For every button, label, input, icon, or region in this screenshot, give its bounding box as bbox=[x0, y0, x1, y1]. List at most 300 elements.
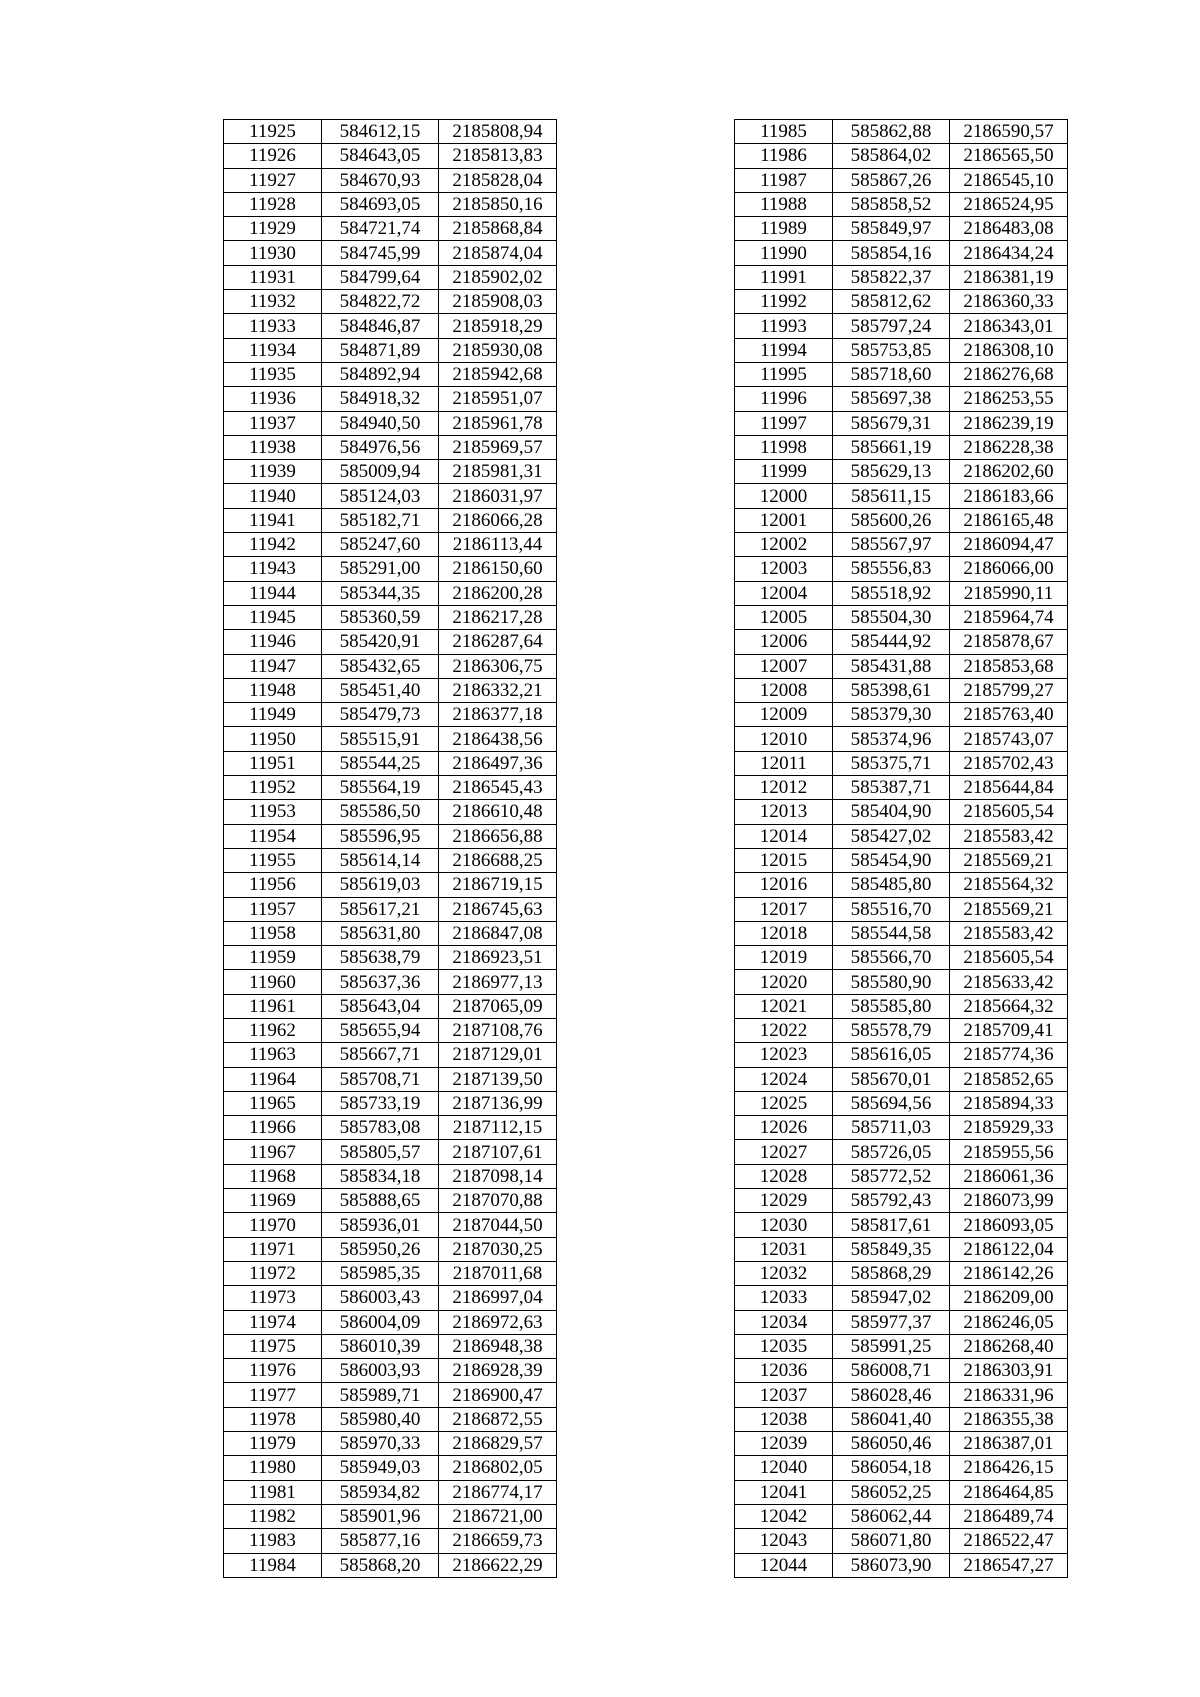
point-number-cell: 12021 bbox=[735, 994, 833, 1018]
point-number-cell: 11994 bbox=[735, 338, 833, 362]
coordinates-table-right bbox=[734, 119, 1068, 1578]
x-coordinate-cell: 585783,08 bbox=[322, 1116, 439, 1140]
y-coordinate-cell: 2186847,08 bbox=[439, 921, 557, 945]
x-coordinate-cell: 585611,15 bbox=[833, 484, 950, 508]
y-coordinate-cell: 2186590,57 bbox=[950, 120, 1068, 144]
x-coordinate-cell: 585991,25 bbox=[833, 1334, 950, 1358]
point-number-cell: 11933 bbox=[224, 314, 322, 338]
y-coordinate-cell: 2186287,64 bbox=[439, 630, 557, 654]
x-coordinate-cell: 585619,03 bbox=[322, 873, 439, 897]
table-row bbox=[224, 605, 557, 629]
point-number-cell: 11926 bbox=[224, 144, 322, 168]
point-number-cell: 11974 bbox=[224, 1310, 322, 1334]
point-number-cell: 11993 bbox=[735, 314, 833, 338]
y-coordinate-cell: 2186977,13 bbox=[439, 970, 557, 994]
x-coordinate-cell: 585398,61 bbox=[833, 678, 950, 702]
point-number-cell: 12005 bbox=[735, 605, 833, 629]
table-row bbox=[224, 1213, 557, 1237]
point-number-cell: 12024 bbox=[735, 1067, 833, 1091]
point-number-cell: 12037 bbox=[735, 1383, 833, 1407]
table-row bbox=[224, 1310, 557, 1334]
x-coordinate-cell: 585375,71 bbox=[833, 751, 950, 775]
point-number-cell: 12042 bbox=[735, 1504, 833, 1528]
x-coordinate-cell: 585556,83 bbox=[833, 557, 950, 581]
point-number-cell: 11929 bbox=[224, 217, 322, 241]
point-number-cell: 11991 bbox=[735, 265, 833, 289]
y-coordinate-cell: 2186377,18 bbox=[439, 703, 557, 727]
table-row bbox=[224, 1553, 557, 1577]
point-number-cell: 11958 bbox=[224, 921, 322, 945]
x-coordinate-cell: 585854,16 bbox=[833, 241, 950, 265]
point-number-cell: 11944 bbox=[224, 581, 322, 605]
table-row bbox=[735, 994, 1068, 1018]
x-coordinate-cell: 585637,36 bbox=[322, 970, 439, 994]
point-number-cell: 12007 bbox=[735, 654, 833, 678]
table-row bbox=[224, 848, 557, 872]
table-row bbox=[224, 946, 557, 970]
x-coordinate-cell: 584940,50 bbox=[322, 411, 439, 435]
x-coordinate-cell: 585849,35 bbox=[833, 1237, 950, 1261]
point-number-cell: 12003 bbox=[735, 557, 833, 581]
table-row bbox=[735, 1140, 1068, 1164]
point-number-cell: 11967 bbox=[224, 1140, 322, 1164]
point-number-cell: 11961 bbox=[224, 994, 322, 1018]
table-row bbox=[224, 727, 557, 751]
point-number-cell: 11980 bbox=[224, 1456, 322, 1480]
x-coordinate-cell: 585822,37 bbox=[833, 265, 950, 289]
y-coordinate-cell: 2186659,73 bbox=[439, 1529, 557, 1553]
point-number-cell: 11986 bbox=[735, 144, 833, 168]
y-coordinate-cell: 2187065,09 bbox=[439, 994, 557, 1018]
point-number-cell: 12033 bbox=[735, 1286, 833, 1310]
point-number-cell: 12041 bbox=[735, 1480, 833, 1504]
x-coordinate-cell: 585868,20 bbox=[322, 1553, 439, 1577]
y-coordinate-cell: 2185852,65 bbox=[950, 1067, 1068, 1091]
y-coordinate-cell: 2185990,11 bbox=[950, 581, 1068, 605]
point-number-cell: 11978 bbox=[224, 1407, 322, 1431]
table-row bbox=[224, 338, 557, 362]
x-coordinate-cell: 585753,85 bbox=[833, 338, 950, 362]
point-number-cell: 12032 bbox=[735, 1261, 833, 1285]
table-row bbox=[735, 120, 1068, 144]
point-number-cell: 11939 bbox=[224, 460, 322, 484]
x-coordinate-cell: 584745,99 bbox=[322, 241, 439, 265]
x-coordinate-cell: 585344,35 bbox=[322, 581, 439, 605]
y-coordinate-cell: 2186343,01 bbox=[950, 314, 1068, 338]
x-coordinate-cell: 585805,57 bbox=[322, 1140, 439, 1164]
y-coordinate-cell: 2186066,00 bbox=[950, 557, 1068, 581]
point-number-cell: 12029 bbox=[735, 1189, 833, 1213]
point-number-cell: 12030 bbox=[735, 1213, 833, 1237]
table-row bbox=[735, 484, 1068, 508]
point-number-cell: 11987 bbox=[735, 168, 833, 192]
table-row bbox=[735, 581, 1068, 605]
y-coordinate-cell: 2186829,57 bbox=[439, 1432, 557, 1456]
table-row bbox=[735, 654, 1068, 678]
x-coordinate-cell: 585772,52 bbox=[833, 1164, 950, 1188]
x-coordinate-cell: 585888,65 bbox=[322, 1189, 439, 1213]
table-row bbox=[735, 1213, 1068, 1237]
point-number-cell: 11948 bbox=[224, 678, 322, 702]
x-coordinate-cell: 585431,88 bbox=[833, 654, 950, 678]
y-coordinate-cell: 2185569,21 bbox=[950, 897, 1068, 921]
y-coordinate-cell: 2186774,17 bbox=[439, 1480, 557, 1504]
point-number-cell: 11997 bbox=[735, 411, 833, 435]
x-coordinate-cell: 586003,93 bbox=[322, 1359, 439, 1383]
table-row bbox=[735, 411, 1068, 435]
x-coordinate-cell: 586004,09 bbox=[322, 1310, 439, 1334]
y-coordinate-cell: 2186202,60 bbox=[950, 460, 1068, 484]
table-row bbox=[224, 1286, 557, 1310]
table-row bbox=[735, 435, 1068, 459]
table-row bbox=[224, 1529, 557, 1553]
point-number-cell: 12039 bbox=[735, 1432, 833, 1456]
table-row bbox=[224, 192, 557, 216]
point-number-cell: 11992 bbox=[735, 290, 833, 314]
x-coordinate-cell: 585980,40 bbox=[322, 1407, 439, 1431]
y-coordinate-cell: 2187136,99 bbox=[439, 1091, 557, 1115]
y-coordinate-cell: 2186306,75 bbox=[439, 654, 557, 678]
point-number-cell: 12013 bbox=[735, 800, 833, 824]
x-coordinate-cell: 585670,01 bbox=[833, 1067, 950, 1091]
x-coordinate-cell: 585566,70 bbox=[833, 946, 950, 970]
x-coordinate-cell: 585616,05 bbox=[833, 1043, 950, 1067]
y-coordinate-cell: 2185981,31 bbox=[439, 460, 557, 484]
table-row bbox=[735, 848, 1068, 872]
table-row bbox=[735, 703, 1068, 727]
point-number-cell: 11930 bbox=[224, 241, 322, 265]
x-coordinate-cell: 584799,64 bbox=[322, 265, 439, 289]
point-number-cell: 11979 bbox=[224, 1432, 322, 1456]
y-coordinate-cell: 2185583,42 bbox=[950, 824, 1068, 848]
table-row bbox=[224, 1504, 557, 1528]
y-coordinate-cell: 2185808,94 bbox=[439, 120, 557, 144]
x-coordinate-cell: 585479,73 bbox=[322, 703, 439, 727]
point-number-cell: 12006 bbox=[735, 630, 833, 654]
y-coordinate-cell: 2186061,36 bbox=[950, 1164, 1068, 1188]
y-coordinate-cell: 2185664,32 bbox=[950, 994, 1068, 1018]
y-coordinate-cell: 2186360,33 bbox=[950, 290, 1068, 314]
y-coordinate-cell: 2186183,66 bbox=[950, 484, 1068, 508]
point-number-cell: 12038 bbox=[735, 1407, 833, 1431]
table-row bbox=[735, 217, 1068, 241]
y-coordinate-cell: 2185878,67 bbox=[950, 630, 1068, 654]
table-row bbox=[735, 1286, 1068, 1310]
point-number-cell: 11990 bbox=[735, 241, 833, 265]
x-coordinate-cell: 585849,97 bbox=[833, 217, 950, 241]
x-coordinate-cell: 585970,33 bbox=[322, 1432, 439, 1456]
table-row bbox=[224, 1067, 557, 1091]
y-coordinate-cell: 2187108,76 bbox=[439, 1018, 557, 1042]
y-coordinate-cell: 2185964,74 bbox=[950, 605, 1068, 629]
x-coordinate-cell: 585567,97 bbox=[833, 533, 950, 557]
point-number-cell: 12000 bbox=[735, 484, 833, 508]
x-coordinate-cell: 585247,60 bbox=[322, 533, 439, 557]
table-row bbox=[224, 557, 557, 581]
y-coordinate-cell: 2186303,91 bbox=[950, 1359, 1068, 1383]
y-coordinate-cell: 2186923,51 bbox=[439, 946, 557, 970]
table-row bbox=[224, 484, 557, 508]
table-row bbox=[224, 435, 557, 459]
table-row bbox=[224, 776, 557, 800]
table-row bbox=[735, 387, 1068, 411]
point-number-cell: 11935 bbox=[224, 362, 322, 386]
point-number-cell: 11927 bbox=[224, 168, 322, 192]
x-coordinate-cell: 585518,92 bbox=[833, 581, 950, 605]
y-coordinate-cell: 2186545,43 bbox=[439, 776, 557, 800]
point-number-cell: 11949 bbox=[224, 703, 322, 727]
table-row bbox=[224, 800, 557, 824]
x-coordinate-cell: 586073,90 bbox=[833, 1553, 950, 1577]
x-coordinate-cell: 584918,32 bbox=[322, 387, 439, 411]
table-row bbox=[735, 338, 1068, 362]
y-coordinate-cell: 2185969,57 bbox=[439, 435, 557, 459]
x-coordinate-cell: 585544,58 bbox=[833, 921, 950, 945]
table-row bbox=[735, 1432, 1068, 1456]
y-coordinate-cell: 2187112,15 bbox=[439, 1116, 557, 1140]
coordinates-table-left bbox=[223, 119, 557, 1578]
table-row bbox=[735, 897, 1068, 921]
table-row bbox=[735, 144, 1068, 168]
x-coordinate-cell: 585451,40 bbox=[322, 678, 439, 702]
point-number-cell: 11964 bbox=[224, 1067, 322, 1091]
point-number-cell: 11988 bbox=[735, 192, 833, 216]
x-coordinate-cell: 586041,40 bbox=[833, 1407, 950, 1431]
y-coordinate-cell: 2185853,68 bbox=[950, 654, 1068, 678]
table-row bbox=[224, 120, 557, 144]
y-coordinate-cell: 2186972,63 bbox=[439, 1310, 557, 1334]
table-row bbox=[224, 970, 557, 994]
y-coordinate-cell: 2186900,47 bbox=[439, 1383, 557, 1407]
y-coordinate-cell: 2187030,25 bbox=[439, 1237, 557, 1261]
table-row bbox=[735, 1553, 1068, 1577]
point-number-cell: 11956 bbox=[224, 873, 322, 897]
x-coordinate-cell: 586052,25 bbox=[833, 1480, 950, 1504]
table-row bbox=[735, 1456, 1068, 1480]
x-coordinate-cell: 585485,80 bbox=[833, 873, 950, 897]
point-number-cell: 11981 bbox=[224, 1480, 322, 1504]
y-coordinate-cell: 2186489,74 bbox=[950, 1504, 1068, 1528]
point-number-cell: 11970 bbox=[224, 1213, 322, 1237]
table-row bbox=[735, 265, 1068, 289]
x-coordinate-cell: 585643,04 bbox=[322, 994, 439, 1018]
y-coordinate-cell: 2185774,36 bbox=[950, 1043, 1068, 1067]
x-coordinate-cell: 585124,03 bbox=[322, 484, 439, 508]
table-row bbox=[224, 508, 557, 532]
point-number-cell: 12026 bbox=[735, 1116, 833, 1140]
point-number-cell: 11982 bbox=[224, 1504, 322, 1528]
x-coordinate-cell: 586062,44 bbox=[833, 1504, 950, 1528]
table-row bbox=[224, 1456, 557, 1480]
point-number-cell: 12027 bbox=[735, 1140, 833, 1164]
y-coordinate-cell: 2186434,24 bbox=[950, 241, 1068, 265]
x-coordinate-cell: 585711,03 bbox=[833, 1116, 950, 1140]
x-coordinate-cell: 585708,71 bbox=[322, 1067, 439, 1091]
table-row bbox=[735, 1334, 1068, 1358]
table-row bbox=[224, 897, 557, 921]
x-coordinate-cell: 586050,46 bbox=[833, 1432, 950, 1456]
y-coordinate-cell: 2186031,97 bbox=[439, 484, 557, 508]
x-coordinate-cell: 584612,15 bbox=[322, 120, 439, 144]
x-coordinate-cell: 585516,70 bbox=[833, 897, 950, 921]
table-row bbox=[224, 873, 557, 897]
point-number-cell: 11976 bbox=[224, 1359, 322, 1383]
x-coordinate-cell: 586003,43 bbox=[322, 1286, 439, 1310]
point-number-cell: 11940 bbox=[224, 484, 322, 508]
table-row bbox=[735, 1067, 1068, 1091]
table-row bbox=[224, 703, 557, 727]
x-coordinate-cell: 585617,21 bbox=[322, 897, 439, 921]
x-coordinate-cell: 585661,19 bbox=[833, 435, 950, 459]
table-row bbox=[224, 1091, 557, 1115]
x-coordinate-cell: 585291,00 bbox=[322, 557, 439, 581]
y-coordinate-cell: 2185564,32 bbox=[950, 873, 1068, 897]
point-number-cell: 11977 bbox=[224, 1383, 322, 1407]
point-number-cell: 11999 bbox=[735, 460, 833, 484]
table-row bbox=[735, 970, 1068, 994]
y-coordinate-cell: 2185908,03 bbox=[439, 290, 557, 314]
x-coordinate-cell: 585792,43 bbox=[833, 1189, 950, 1213]
table-row bbox=[735, 1043, 1068, 1067]
x-coordinate-cell: 585379,30 bbox=[833, 703, 950, 727]
x-coordinate-cell: 584892,94 bbox=[322, 362, 439, 386]
x-coordinate-cell: 585182,71 bbox=[322, 508, 439, 532]
table-row bbox=[735, 946, 1068, 970]
table-row bbox=[224, 921, 557, 945]
y-coordinate-cell: 2185813,83 bbox=[439, 144, 557, 168]
table-row bbox=[735, 557, 1068, 581]
point-number-cell: 11954 bbox=[224, 824, 322, 848]
x-coordinate-cell: 585864,02 bbox=[833, 144, 950, 168]
y-coordinate-cell: 2186522,47 bbox=[950, 1529, 1068, 1553]
y-coordinate-cell: 2186387,01 bbox=[950, 1432, 1068, 1456]
x-coordinate-cell: 584670,93 bbox=[322, 168, 439, 192]
point-number-cell: 12001 bbox=[735, 508, 833, 532]
y-coordinate-cell: 2186217,28 bbox=[439, 605, 557, 629]
table-row bbox=[735, 533, 1068, 557]
x-coordinate-cell: 585420,91 bbox=[322, 630, 439, 654]
point-number-cell: 11996 bbox=[735, 387, 833, 411]
table-row bbox=[224, 387, 557, 411]
coordinates-table-body bbox=[735, 120, 1068, 1578]
point-number-cell: 12040 bbox=[735, 1456, 833, 1480]
x-coordinate-cell: 585733,19 bbox=[322, 1091, 439, 1115]
point-number-cell: 11963 bbox=[224, 1043, 322, 1067]
point-number-cell: 11962 bbox=[224, 1018, 322, 1042]
x-coordinate-cell: 585868,29 bbox=[833, 1261, 950, 1285]
point-number-cell: 11968 bbox=[224, 1164, 322, 1188]
y-coordinate-cell: 2185644,84 bbox=[950, 776, 1068, 800]
point-number-cell: 12035 bbox=[735, 1334, 833, 1358]
y-coordinate-cell: 2185583,42 bbox=[950, 921, 1068, 945]
table-row bbox=[224, 314, 557, 338]
table-row bbox=[224, 581, 557, 605]
point-number-cell: 11953 bbox=[224, 800, 322, 824]
y-coordinate-cell: 2186200,28 bbox=[439, 581, 557, 605]
table-row bbox=[735, 1189, 1068, 1213]
x-coordinate-cell: 585936,01 bbox=[322, 1213, 439, 1237]
y-coordinate-cell: 2187098,14 bbox=[439, 1164, 557, 1188]
point-number-cell: 12015 bbox=[735, 848, 833, 872]
table-row bbox=[735, 873, 1068, 897]
y-coordinate-cell: 2186688,25 bbox=[439, 848, 557, 872]
x-coordinate-cell: 585977,37 bbox=[833, 1310, 950, 1334]
point-number-cell: 12036 bbox=[735, 1359, 833, 1383]
x-coordinate-cell: 585404,90 bbox=[833, 800, 950, 824]
point-number-cell: 11932 bbox=[224, 290, 322, 314]
table-row bbox=[735, 241, 1068, 265]
x-coordinate-cell: 585586,50 bbox=[322, 800, 439, 824]
point-number-cell: 12019 bbox=[735, 946, 833, 970]
table-row bbox=[224, 1480, 557, 1504]
y-coordinate-cell: 2186464,85 bbox=[950, 1480, 1068, 1504]
x-coordinate-cell: 586008,71 bbox=[833, 1359, 950, 1383]
table-row bbox=[735, 192, 1068, 216]
point-number-cell: 11972 bbox=[224, 1261, 322, 1285]
x-coordinate-cell: 584871,89 bbox=[322, 338, 439, 362]
y-coordinate-cell: 2185605,54 bbox=[950, 800, 1068, 824]
y-coordinate-cell: 2186381,19 bbox=[950, 265, 1068, 289]
point-number-cell: 12018 bbox=[735, 921, 833, 945]
table-row bbox=[224, 1116, 557, 1140]
y-coordinate-cell: 2186209,00 bbox=[950, 1286, 1068, 1310]
point-number-cell: 11951 bbox=[224, 751, 322, 775]
x-coordinate-cell: 585934,82 bbox=[322, 1480, 439, 1504]
table-row bbox=[224, 265, 557, 289]
y-coordinate-cell: 2186426,15 bbox=[950, 1456, 1068, 1480]
table-row bbox=[224, 460, 557, 484]
point-number-cell: 12011 bbox=[735, 751, 833, 775]
point-number-cell: 12022 bbox=[735, 1018, 833, 1042]
x-coordinate-cell: 585544,25 bbox=[322, 751, 439, 775]
coordinates-table-body bbox=[224, 120, 557, 1578]
table-row bbox=[224, 1018, 557, 1042]
y-coordinate-cell: 2185918,29 bbox=[439, 314, 557, 338]
table-row bbox=[224, 678, 557, 702]
y-coordinate-cell: 2187070,88 bbox=[439, 1189, 557, 1213]
point-number-cell: 12020 bbox=[735, 970, 833, 994]
point-number-cell: 11969 bbox=[224, 1189, 322, 1213]
y-coordinate-cell: 2186308,10 bbox=[950, 338, 1068, 362]
y-coordinate-cell: 2186165,48 bbox=[950, 508, 1068, 532]
table-row bbox=[735, 1359, 1068, 1383]
table-row bbox=[224, 824, 557, 848]
table-row bbox=[224, 1043, 557, 1067]
table-row bbox=[224, 1237, 557, 1261]
x-coordinate-cell: 585867,26 bbox=[833, 168, 950, 192]
point-number-cell: 11941 bbox=[224, 508, 322, 532]
table-row bbox=[224, 1359, 557, 1383]
y-coordinate-cell: 2185709,41 bbox=[950, 1018, 1068, 1042]
table-row bbox=[735, 1310, 1068, 1334]
x-coordinate-cell: 584643,05 bbox=[322, 144, 439, 168]
x-coordinate-cell: 584721,74 bbox=[322, 217, 439, 241]
x-coordinate-cell: 585858,52 bbox=[833, 192, 950, 216]
y-coordinate-cell: 2185961,78 bbox=[439, 411, 557, 435]
point-number-cell: 11937 bbox=[224, 411, 322, 435]
x-coordinate-cell: 584976,56 bbox=[322, 435, 439, 459]
y-coordinate-cell: 2186094,47 bbox=[950, 533, 1068, 557]
y-coordinate-cell: 2185894,33 bbox=[950, 1091, 1068, 1115]
y-coordinate-cell: 2186093,05 bbox=[950, 1213, 1068, 1237]
x-coordinate-cell: 585578,79 bbox=[833, 1018, 950, 1042]
point-number-cell: 11975 bbox=[224, 1334, 322, 1358]
point-number-cell: 12034 bbox=[735, 1310, 833, 1334]
y-coordinate-cell: 2185929,33 bbox=[950, 1116, 1068, 1140]
point-number-cell: 11945 bbox=[224, 605, 322, 629]
table-row bbox=[735, 508, 1068, 532]
y-coordinate-cell: 2185951,07 bbox=[439, 387, 557, 411]
